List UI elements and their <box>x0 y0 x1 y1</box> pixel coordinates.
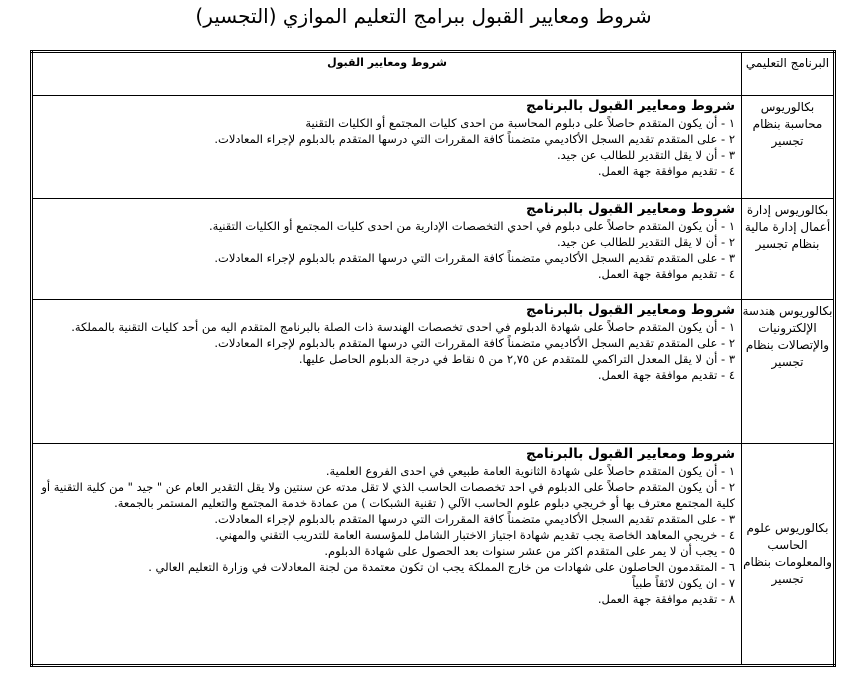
criteria-item: ١ - أن يكون المتقدم حاصلاً على شهادة الثانوية العامة طبيعي في احدى الفروع العلمية. <box>325 463 735 478</box>
criteria-item: ١ - أن يكون المتقدم حاصلاً على دبلوم في احدي التخصصات الإدارية من احدى كليات المجتمع أو الكليات التقنية. <box>209 219 735 234</box>
table-row <box>32 199 835 300</box>
criteria-heading: شروط ومعايير القبول بالبرنامج <box>525 201 735 218</box>
header-criteria: شروط ومعايير القبول <box>32 52 742 96</box>
table-row <box>32 300 835 443</box>
criteria-item: ٣ - على المتقدم تقديم السجل الأكاديمي متضمناً كافة المقررات التي درسها المتقدم بالدبلوم لإجراء المعادلات. <box>214 251 735 266</box>
criteria-item: ٤ - تقديم موافقة جهة العمل. <box>597 164 735 179</box>
criteria-item: ٢ - أن لا يقل التقدير للطالب عن جيد. <box>556 235 735 250</box>
header-program: البرنامج التعليمي <box>742 52 835 96</box>
criteria-heading: شروط ومعايير القبول بالبرنامج <box>525 445 735 462</box>
criteria-item: ٣ - على المتقدم تقديم السجل الأكاديمي متضمناً كافة المقررات التي درسها المتقدم بالدبلوم لإجراء المعادلات. <box>214 511 735 526</box>
table-header-row <box>32 52 835 96</box>
criteria-item: ١ - أن يكون المتقدم حاصلاً على شهادة الدبلوم في احدى تخصصات الهندسة ذات الصلة بالبرنامج المتقدم اليه من أحد كليات التقنية بالمملكة. <box>71 320 735 335</box>
table-row <box>32 96 835 199</box>
criteria-item: ٢ - على المتقدم تقديم السجل الأكاديمي متضمناً كافة المقررات التي درسها المتقدم بالدبلوم لإجراء المعادلات. <box>214 336 735 351</box>
criteria-item: ٣ - أن لا يقل التقدير للطالب عن جيد. <box>556 148 735 163</box>
criteria-heading: شروط ومعايير القبول بالبرنامج <box>525 302 735 319</box>
criteria-item: ٧ - ان يكون لائقاً طبياً <box>632 575 735 590</box>
criteria-item: ٢ - أن يكون المتقدم حاصلاً على الدبلوم في احد تخصصات الحاسب الذي لا تقل مدته عن سنتين ولا يقل التقدير العام عن " جيد " من كلية التقنية أو كلية المجتمع معترف بها أو خريجي دبلوم علوم الحاسب الآلي ( تقنية الشبكات ) من عمادة خدمة المجتمع والتعليم المستمر بالجمعة. <box>41 479 735 510</box>
criteria-cell <box>32 300 742 443</box>
criteria-heading: شروط ومعايير القبول بالبرنامج <box>525 98 735 115</box>
program-cell: بكالوريوس محاسبة بنظام تجسير <box>742 96 835 199</box>
program-cell: بكالوريوس هندسة الإلكترونيات والإتصالات بنظام تجسير <box>742 300 835 443</box>
criteria-item: ٤ - خريجي المعاهد الخاصة يجب تقديم شهادة اجتياز الاختبار الشامل للمؤسسة العامة للتدريب التقني والمهني. <box>215 527 735 542</box>
criteria-item: ٦ - المتقدمون الحاصلون على شهادات من خارج المملكة يجب ان تكون معتمدة من لجنة المعادلات في وزارة التعليم العالي . <box>148 559 735 574</box>
criteria-item: ٤ - تقديم موافقة جهة العمل. <box>597 267 735 282</box>
criteria-item: ٨ - تقديم موافقة جهة العمل. <box>597 591 735 606</box>
criteria-item: ١ - أن يكون المتقدم حاصلاً على دبلوم المحاسبة من احدى كليات المجتمع أو الكليات التقنية <box>305 116 735 131</box>
criteria-item: ٢ - على المتقدم تقديم السجل الأكاديمي متضمناً كافة المقررات التي درسها المتقدم بالدبلوم لإجراء المعادلات. <box>214 132 735 147</box>
criteria-cell <box>32 96 742 199</box>
criteria-item: ٣ - أن لا يقل المعدل التراكمي للمتقدم عن ٢,٧٥ من ٥ نقاط في درجة الدبلوم الحاصل عليها. <box>298 352 735 367</box>
criteria-item: ٤ - تقديم موافقة جهة العمل. <box>597 368 735 383</box>
table-row <box>32 443 835 665</box>
admission-criteria-table <box>30 50 836 667</box>
criteria-cell <box>32 443 742 665</box>
page-title: شروط ومعايير القبول ببرامج التعليم الموازي (التجسير) <box>195 4 652 28</box>
program-cell: بكالوريوس علوم الحاسب والمعلومات بنظام تجسير <box>742 443 835 665</box>
program-cell: بكالوريوس إدارة أعمال إدارة مالية بنظام تجسير <box>742 199 835 300</box>
criteria-item: ٥ - يجب أن لا يمر على المتقدم اكثر من عشر سنوات بعد الحصول على شهادة الدبلوم. <box>324 543 735 558</box>
criteria-cell <box>32 199 742 300</box>
